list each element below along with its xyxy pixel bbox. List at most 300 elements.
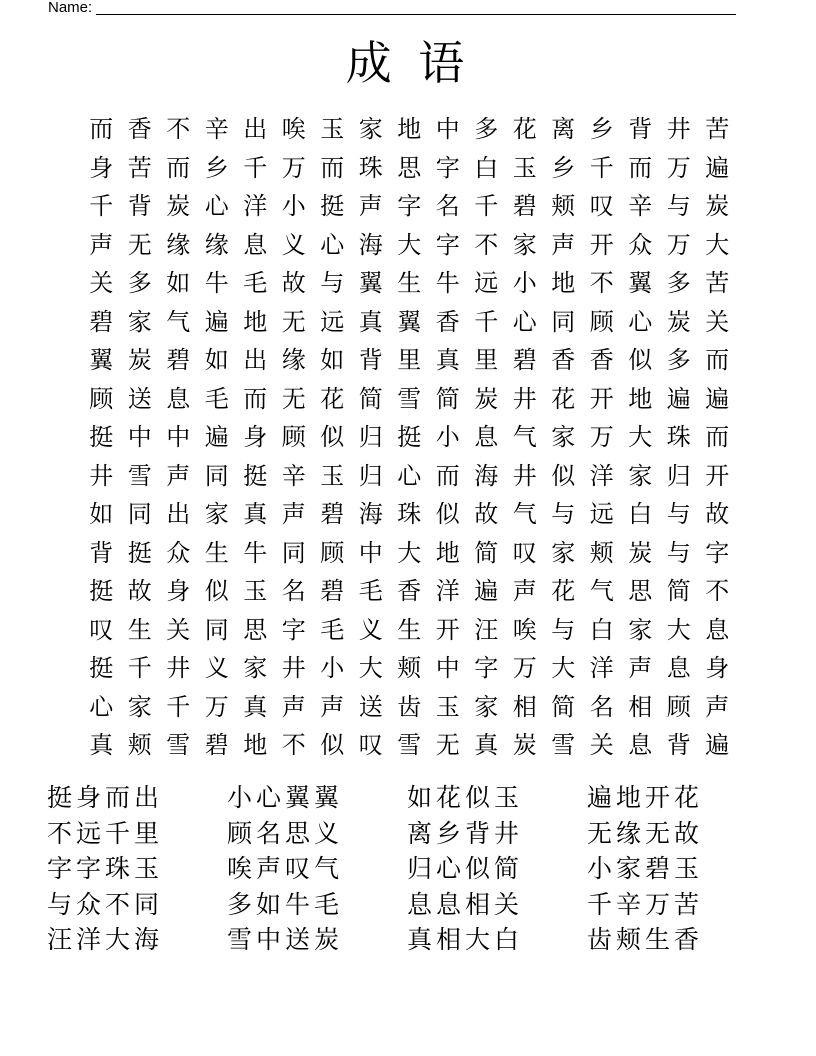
grid-cell[interactable]: 炭 (512, 731, 537, 759)
grid-cell[interactable]: 碧 (512, 192, 537, 220)
grid-cell[interactable]: 远 (589, 500, 614, 528)
grid-cell[interactable]: 远 (474, 269, 499, 297)
grid-cell[interactable]: 简 (358, 384, 383, 413)
grid-cell[interactable]: 炭 (705, 192, 730, 220)
grid-cell[interactable]: 乡 (204, 153, 229, 182)
grid-cell[interactable]: 多 (666, 269, 691, 297)
grid-cell[interactable]: 声 (628, 654, 653, 682)
grid-cell[interactable]: 万 (666, 230, 691, 259)
grid-cell[interactable]: 顾 (589, 307, 614, 336)
grid-cell[interactable]: 思 (243, 615, 268, 644)
grid-cell[interactable]: 千 (127, 654, 152, 682)
grid-cell[interactable]: 众 (628, 230, 653, 259)
grid-cell[interactable]: 里 (474, 346, 499, 374)
grid-cell[interactable]: 关 (89, 269, 114, 297)
grid-cell[interactable]: 家 (243, 654, 268, 682)
grid-cell[interactable]: 多 (474, 115, 499, 143)
grid-cell[interactable]: 万 (512, 654, 537, 682)
grid-cell[interactable]: 真 (243, 692, 268, 721)
grid-cell[interactable]: 大 (666, 615, 691, 644)
grid-cell[interactable]: 心 (628, 307, 653, 336)
grid-cell[interactable]: 送 (358, 692, 383, 721)
grid-cell[interactable]: 缘 (166, 230, 191, 259)
grid-cell[interactable]: 声 (281, 500, 306, 528)
grid-cell[interactable]: 名 (435, 192, 460, 220)
grid-cell[interactable]: 简 (474, 538, 499, 567)
grid-cell[interactable]: 似 (551, 461, 576, 490)
grid-cell[interactable]: 毛 (358, 577, 383, 605)
grid-cell[interactable]: 花 (551, 577, 576, 605)
grid-cell[interactable]: 井 (89, 461, 114, 490)
grid-cell[interactable]: 牛 (204, 269, 229, 297)
grid-cell[interactable]: 同 (127, 500, 152, 528)
grid-cell[interactable]: 海 (358, 230, 383, 259)
grid-cell[interactable]: 字 (705, 538, 730, 567)
grid-cell[interactable]: 简 (666, 577, 691, 605)
grid-cell[interactable]: 碧 (320, 500, 345, 528)
grid-cell[interactable]: 花 (320, 384, 345, 413)
grid-cell[interactable]: 挺 (320, 192, 345, 220)
grid-cell[interactable]: 同 (204, 461, 229, 490)
grid-cell[interactable]: 家 (127, 692, 152, 721)
word-search-grid (82, 110, 737, 765)
grid-cell[interactable]: 不 (705, 577, 730, 605)
grid-cell[interactable]: 大 (705, 230, 730, 259)
grid-cell[interactable]: 思 (397, 153, 422, 182)
grid-cell[interactable]: 如 (89, 500, 114, 528)
grid-cell[interactable]: 遍 (705, 384, 730, 413)
grid-cell[interactable]: 声 (705, 692, 730, 721)
grid-cell[interactable]: 不 (281, 731, 306, 759)
grid-cell[interactable]: 洋 (243, 192, 268, 220)
grid-cell[interactable]: 故 (127, 577, 152, 605)
grid-cell[interactable]: 井 (281, 654, 306, 682)
grid-cell[interactable]: 珠 (358, 153, 383, 182)
grid-cell[interactable]: 香 (435, 307, 460, 336)
grid-cell[interactable]: 真 (243, 500, 268, 528)
grid-cell[interactable]: 家 (474, 692, 499, 721)
grid-cell[interactable]: 炭 (666, 307, 691, 336)
grid-cell[interactable]: 雪 (551, 731, 576, 759)
grid-cell[interactable]: 遍 (666, 384, 691, 413)
grid-cell[interactable]: 归 (358, 461, 383, 490)
grid-cell[interactable]: 炭 (628, 538, 653, 567)
grid-cell[interactable]: 炭 (166, 192, 191, 220)
grid-cell[interactable]: 香 (589, 346, 614, 374)
grid-cell[interactable]: 小 (435, 423, 460, 451)
grid-cell[interactable]: 身 (166, 577, 191, 605)
grid-cell[interactable]: 洋 (435, 577, 460, 605)
grid-cell[interactable]: 如 (166, 269, 191, 297)
grid-cell[interactable]: 义 (358, 615, 383, 644)
grid-cell[interactable]: 翼 (358, 269, 383, 297)
grid-cell[interactable]: 众 (166, 538, 191, 567)
grid-cell[interactable]: 而 (320, 153, 345, 182)
word-list-item: 小心翼翼 (227, 783, 344, 812)
grid-cell[interactable]: 相 (628, 692, 653, 721)
grid-cell[interactable]: 出 (166, 500, 191, 528)
grid-cell[interactable]: 出 (243, 115, 268, 143)
grid-cell[interactable]: 香 (551, 346, 576, 374)
grid-row (82, 611, 737, 650)
grid-cell[interactable]: 翼 (628, 269, 653, 297)
grid-cell[interactable]: 真 (89, 731, 114, 759)
grid-cell[interactable]: 小 (320, 654, 345, 682)
grid-cell[interactable]: 玉 (320, 115, 345, 143)
grid-cell[interactable]: 无 (281, 384, 306, 413)
grid-cell[interactable]: 挺 (397, 423, 422, 451)
grid-cell[interactable]: 声 (281, 692, 306, 721)
grid-cell[interactable]: 心 (204, 192, 229, 220)
grid-cell[interactable]: 毛 (204, 384, 229, 413)
grid-cell[interactable]: 关 (705, 307, 730, 336)
grid-cell[interactable]: 而 (89, 115, 114, 143)
grid-cell[interactable]: 与 (551, 500, 576, 528)
word-list-item: 多如牛毛 (227, 889, 344, 919)
grid-cell[interactable]: 雪 (397, 384, 422, 413)
grid-cell[interactable]: 开 (705, 461, 730, 490)
grid-cell[interactable]: 生 (397, 269, 422, 297)
grid-cell[interactable]: 真 (358, 307, 383, 336)
grid-cell[interactable]: 多 (666, 346, 691, 374)
grid-cell[interactable]: 挺 (243, 461, 268, 490)
grid-cell[interactable]: 遍 (204, 307, 229, 336)
grid-cell[interactable]: 声 (89, 230, 114, 259)
grid-cell[interactable]: 辛 (281, 461, 306, 490)
grid-cell[interactable]: 故 (281, 269, 306, 297)
grid-cell[interactable]: 叹 (89, 615, 114, 644)
grid-cell[interactable]: 远 (320, 307, 345, 336)
grid-cell[interactable]: 千 (474, 192, 499, 220)
grid-cell[interactable]: 顾 (666, 692, 691, 721)
grid-cell[interactable]: 生 (127, 615, 152, 644)
grid-cell[interactable]: 字 (397, 192, 422, 220)
grid-cell[interactable]: 唉 (512, 615, 537, 644)
grid-cell[interactable]: 字 (435, 153, 460, 182)
grid-cell[interactable]: 地 (628, 384, 653, 413)
grid-cell[interactable]: 出 (243, 346, 268, 374)
grid-cell[interactable]: 玉 (435, 692, 460, 721)
grid-cell[interactable]: 挺 (89, 654, 114, 682)
grid-row (82, 110, 737, 149)
grid-cell[interactable]: 遍 (474, 577, 499, 605)
grid-cell[interactable]: 简 (551, 692, 576, 721)
grid-cell[interactable]: 顾 (281, 423, 306, 451)
grid-cell[interactable]: 辛 (628, 192, 653, 220)
word-list-item: 齿颊生香 (587, 925, 704, 954)
grid-cell[interactable]: 声 (512, 577, 537, 605)
grid-cell[interactable]: 叹 (358, 731, 383, 759)
grid-cell[interactable]: 而 (166, 153, 191, 182)
grid-cell[interactable]: 关 (166, 615, 191, 644)
grid-cell[interactable]: 地 (243, 731, 268, 759)
grid-cell[interactable]: 故 (705, 500, 730, 528)
grid-cell[interactable]: 香 (397, 577, 422, 605)
grid-cell[interactable]: 雪 (127, 461, 152, 490)
grid-cell[interactable]: 相 (512, 692, 537, 721)
grid-cell[interactable]: 息 (705, 615, 730, 644)
grid-cell[interactable]: 同 (204, 615, 229, 644)
grid-cell[interactable]: 大 (397, 538, 422, 567)
grid-cell[interactable]: 似 (628, 346, 653, 374)
grid-cell[interactable]: 无 (281, 307, 306, 336)
grid-cell[interactable]: 颊 (127, 731, 152, 759)
grid-cell[interactable]: 气 (512, 423, 537, 451)
grid-cell[interactable]: 身 (89, 153, 114, 182)
grid-cell[interactable]: 字 (435, 230, 460, 259)
grid-cell[interactable]: 与 (320, 269, 345, 297)
grid-cell[interactable]: 声 (551, 230, 576, 259)
grid-cell[interactable]: 不 (589, 269, 614, 297)
grid-cell[interactable]: 开 (589, 384, 614, 413)
grid-cell[interactable]: 心 (512, 307, 537, 336)
grid-cell[interactable]: 海 (358, 500, 383, 528)
grid-cell[interactable]: 息 (474, 423, 499, 451)
grid-cell[interactable]: 花 (512, 115, 537, 143)
grid-cell[interactable]: 千 (589, 153, 614, 182)
grid-cell[interactable]: 背 (358, 346, 383, 374)
grid-cell[interactable]: 开 (589, 230, 614, 259)
grid-cell[interactable]: 地 (435, 538, 460, 567)
grid-cell[interactable]: 归 (358, 423, 383, 451)
word-list-item: 遍地开花 (587, 783, 704, 812)
grid-cell[interactable]: 义 (281, 230, 306, 259)
grid-cell[interactable]: 万 (589, 423, 614, 451)
grid-cell[interactable]: 白 (474, 153, 499, 182)
grid-cell[interactable]: 挺 (89, 577, 114, 605)
grid-cell[interactable]: 万 (281, 153, 306, 182)
grid-cell[interactable]: 乡 (589, 115, 614, 143)
grid-cell[interactable]: 背 (89, 538, 114, 567)
grid-cell[interactable]: 多 (127, 269, 152, 297)
grid-cell[interactable]: 真 (474, 731, 499, 759)
grid-cell[interactable]: 如 (204, 346, 229, 374)
grid-cell[interactable]: 洋 (589, 654, 614, 682)
grid-cell[interactable]: 同 (281, 538, 306, 567)
grid-cell[interactable]: 叹 (589, 192, 614, 220)
grid-cell[interactable]: 同 (551, 307, 576, 336)
grid-cell[interactable]: 不 (166, 115, 191, 143)
grid-cell[interactable]: 汪 (474, 615, 499, 644)
grid-cell[interactable]: 苦 (705, 115, 730, 143)
grid-cell[interactable]: 离 (551, 115, 576, 143)
word-list-item: 与众不同 (47, 889, 164, 919)
grid-cell[interactable]: 字 (281, 615, 306, 644)
grid-cell[interactable]: 心 (320, 230, 345, 259)
grid-cell[interactable]: 身 (705, 654, 730, 682)
grid-cell[interactable]: 义 (204, 654, 229, 682)
grid-cell[interactable]: 玉 (243, 577, 268, 605)
grid-cell[interactable]: 似 (435, 500, 460, 528)
grid-cell[interactable]: 息 (166, 384, 191, 413)
grid-cell[interactable]: 井 (512, 461, 537, 490)
grid-cell[interactable]: 似 (320, 731, 345, 759)
grid-cell[interactable]: 苦 (127, 153, 152, 182)
grid-cell[interactable]: 如 (320, 346, 345, 374)
grid-cell[interactable]: 关 (589, 731, 614, 759)
grid-cell[interactable]: 叹 (512, 538, 537, 567)
grid-cell[interactable]: 家 (551, 538, 576, 567)
grid-cell[interactable]: 与 (666, 192, 691, 220)
grid-cell[interactable]: 声 (320, 692, 345, 721)
grid-cell[interactable]: 洋 (589, 461, 614, 490)
grid-cell[interactable]: 中 (358, 538, 383, 567)
grid-cell[interactable]: 翼 (89, 346, 114, 374)
grid-cell[interactable]: 与 (666, 538, 691, 567)
grid-cell[interactable]: 万 (204, 692, 229, 721)
grid-cell[interactable]: 炭 (474, 384, 499, 413)
grid-cell[interactable]: 海 (474, 461, 499, 490)
grid-cell[interactable]: 息 (628, 731, 653, 759)
grid-cell[interactable]: 真 (435, 346, 460, 374)
grid-cell[interactable]: 缘 (204, 230, 229, 259)
grid-cell[interactable]: 地 (243, 307, 268, 336)
grid-cell[interactable]: 气 (512, 500, 537, 528)
grid-cell[interactable]: 井 (166, 654, 191, 682)
grid-cell[interactable]: 家 (551, 423, 576, 451)
grid-cell[interactable]: 顾 (89, 384, 114, 413)
grid-cell[interactable]: 万 (666, 153, 691, 182)
grid-cell[interactable]: 香 (127, 115, 152, 143)
grid-cell[interactable]: 与 (551, 615, 576, 644)
grid-cell[interactable]: 而 (628, 153, 653, 182)
grid-cell[interactable]: 而 (243, 384, 268, 413)
grid-cell[interactable]: 炭 (127, 346, 152, 374)
grid-cell[interactable]: 气 (589, 577, 614, 605)
grid-cell[interactable]: 背 (628, 115, 653, 143)
grid-cell[interactable]: 生 (204, 538, 229, 567)
grid-cell[interactable]: 中 (435, 654, 460, 682)
grid-cell[interactable]: 颊 (551, 192, 576, 220)
grid-cell[interactable]: 碧 (320, 577, 345, 605)
grid-cell[interactable]: 无 (435, 731, 460, 759)
grid-cell[interactable]: 简 (435, 384, 460, 413)
grid-cell[interactable]: 遍 (705, 731, 730, 759)
grid-cell[interactable]: 珠 (666, 423, 691, 451)
grid-cell[interactable]: 心 (397, 461, 422, 490)
grid-cell[interactable]: 声 (358, 192, 383, 220)
grid-cell[interactable]: 送 (127, 384, 152, 413)
grid-cell[interactable]: 井 (512, 384, 537, 413)
grid-cell[interactable]: 遍 (204, 423, 229, 451)
grid-cell[interactable]: 毛 (320, 615, 345, 644)
grid-row (82, 534, 737, 573)
grid-row (82, 187, 737, 226)
grid-cell[interactable]: 家 (628, 615, 653, 644)
grid-cell[interactable]: 挺 (127, 538, 152, 567)
grid-cell[interactable]: 无 (127, 230, 152, 259)
grid-cell[interactable]: 碧 (166, 346, 191, 374)
grid-cell[interactable]: 玉 (320, 461, 345, 490)
grid-cell[interactable]: 大 (397, 230, 422, 259)
grid-cell[interactable]: 珠 (397, 500, 422, 528)
grid-cell[interactable]: 白 (589, 615, 614, 644)
grid-cell[interactable]: 翼 (397, 307, 422, 336)
grid-cell[interactable]: 息 (666, 654, 691, 682)
grid-cell[interactable]: 字 (474, 654, 499, 682)
grid-cell[interactable]: 唉 (281, 115, 306, 143)
grid-cell[interactable]: 似 (204, 577, 229, 605)
grid-cell[interactable]: 地 (397, 115, 422, 143)
grid-cell[interactable]: 小 (281, 192, 306, 220)
grid-cell[interactable]: 中 (166, 423, 191, 451)
grid-cell[interactable]: 似 (320, 423, 345, 451)
grid-cell[interactable]: 故 (474, 500, 499, 528)
grid-cell[interactable]: 里 (397, 346, 422, 374)
grid-cell[interactable]: 地 (551, 269, 576, 297)
grid-cell[interactable]: 背 (666, 731, 691, 759)
grid-cell[interactable]: 碧 (89, 307, 114, 336)
grid-cell[interactable]: 颊 (397, 654, 422, 682)
word-list-item: 雪中送炭 (227, 925, 344, 954)
grid-cell[interactable]: 中 (435, 115, 460, 143)
grid-cell[interactable]: 家 (512, 230, 537, 259)
grid-cell[interactable]: 中 (127, 423, 152, 451)
grid-cell[interactable]: 归 (666, 461, 691, 490)
grid-cell[interactable]: 开 (435, 615, 460, 644)
grid-cell[interactable]: 花 (551, 384, 576, 413)
grid-cell[interactable]: 碧 (204, 731, 229, 759)
grid-cell[interactable]: 顾 (320, 538, 345, 567)
grid-cell[interactable]: 井 (666, 115, 691, 143)
grid-cell[interactable]: 而 (705, 423, 730, 451)
grid-cell[interactable]: 身 (243, 423, 268, 451)
grid-cell[interactable]: 千 (89, 192, 114, 220)
grid-cell[interactable]: 声 (166, 461, 191, 490)
grid-cell[interactable]: 气 (166, 307, 191, 336)
grid-cell[interactable]: 牛 (243, 538, 268, 567)
grid-cell[interactable]: 大 (628, 423, 653, 451)
grid-cell[interactable]: 背 (127, 192, 152, 220)
grid-cell[interactable]: 颊 (589, 538, 614, 567)
grid-cell[interactable]: 毛 (243, 269, 268, 297)
grid-cell[interactable]: 千 (474, 307, 499, 336)
grid-cell[interactable]: 大 (358, 654, 383, 682)
grid-cell[interactable]: 息 (243, 230, 268, 259)
grid-cell[interactable]: 缘 (281, 346, 306, 374)
grid-cell[interactable]: 名 (281, 577, 306, 605)
grid-cell[interactable]: 思 (628, 577, 653, 605)
grid-cell[interactable]: 千 (243, 153, 268, 182)
grid-cell[interactable]: 白 (628, 500, 653, 528)
grid-cell[interactable]: 碧 (512, 346, 537, 374)
grid-cell[interactable]: 与 (666, 500, 691, 528)
grid-cell[interactable]: 遍 (705, 153, 730, 182)
grid-cell[interactable]: 辛 (204, 115, 229, 143)
grid-cell[interactable]: 挺 (89, 423, 114, 451)
grid-cell[interactable]: 生 (397, 615, 422, 644)
grid-cell[interactable]: 大 (551, 654, 576, 682)
grid-cell[interactable]: 而 (435, 461, 460, 490)
grid-cell[interactable]: 家 (628, 461, 653, 490)
grid-cell[interactable]: 乡 (551, 153, 576, 182)
grid-cell[interactable]: 雪 (166, 731, 191, 759)
grid-cell[interactable]: 不 (474, 230, 499, 259)
grid-cell[interactable]: 苦 (705, 269, 730, 297)
grid-cell[interactable]: 千 (166, 692, 191, 721)
grid-cell[interactable]: 雪 (397, 731, 422, 759)
grid-cell[interactable]: 小 (512, 269, 537, 297)
grid-cell[interactable]: 牛 (435, 269, 460, 297)
grid-cell[interactable]: 家 (127, 307, 152, 336)
grid-cell[interactable]: 家 (358, 115, 383, 143)
grid-cell[interactable]: 玉 (512, 153, 537, 182)
grid-cell[interactable]: 而 (705, 346, 730, 374)
grid-cell[interactable]: 齿 (397, 692, 422, 721)
grid-cell[interactable]: 心 (89, 692, 114, 721)
grid-cell[interactable]: 名 (589, 692, 614, 721)
grid-cell[interactable]: 家 (204, 500, 229, 528)
